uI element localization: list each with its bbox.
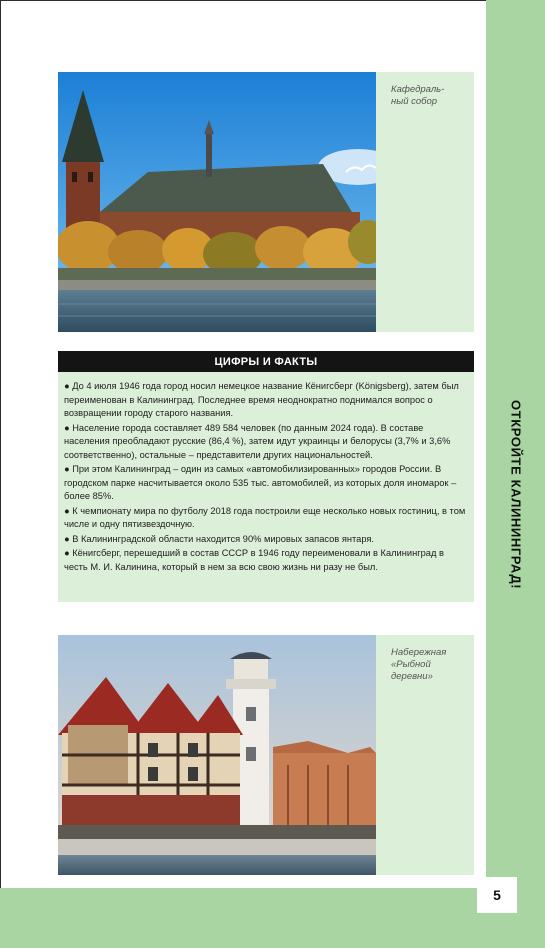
chapter-title-text: ОТКРОЙТЕ КАЛИНИНГРАД! xyxy=(508,400,524,590)
fact-item: ● К чемпионату мира по футболу 2018 года построили еще несколько новых гостиниц, в том числе и одну пятизвездочную. xyxy=(64,505,466,529)
cathedral-caption-panel xyxy=(376,72,474,332)
chapter-title xyxy=(496,380,536,610)
cathedral-photo xyxy=(58,72,376,332)
fact-item: ● В Калининградской области находится 90% мировых запасов янтаря. xyxy=(64,533,375,544)
cathedral-caption: Кафедраль- ный собор xyxy=(391,84,445,107)
fishing-village-photo xyxy=(58,635,376,875)
page-number-box xyxy=(477,877,517,913)
facts-box xyxy=(58,372,474,602)
fact-item: ● Население города составляет 489 584 человек (по данным 2024 года). В составе населения преобладают русские (86,4 %), затем идут украинцы и белорусы (3,7% и 3,6% соответственно), остальные – представители других национальностей. xyxy=(64,422,451,460)
fishing-village-caption: Набережная «Рыбной деревни» xyxy=(391,647,447,682)
fact-item: ● Кёнигсберг, перешедший в состав СССР в 1946 году переименовали в Калининград в честь М. И. Калинина, который в нем за всю свою жизнь ни разу не был. xyxy=(64,548,444,572)
fact-item: ● До 4 июля 1946 года город носил немецкое название Кёнигсберг (Königsberg), затем был переименован в Калининград. Последнее время неоднократно поднимался вопрос о возвращении городу старого названия. xyxy=(64,381,459,418)
facts-header: ЦИФРЫ И ФАКТЫ xyxy=(58,351,474,372)
facts-list xyxy=(58,372,474,574)
bottom-strip xyxy=(0,888,545,948)
page-number: 5 xyxy=(493,887,501,903)
fact-item: ● При этом Калининград – один из самых «автомобилизированных» городов России. В городском парке насчитывается около 535 тыс. автомобилей, из которых доля иномарок – более 85%. xyxy=(64,464,457,501)
